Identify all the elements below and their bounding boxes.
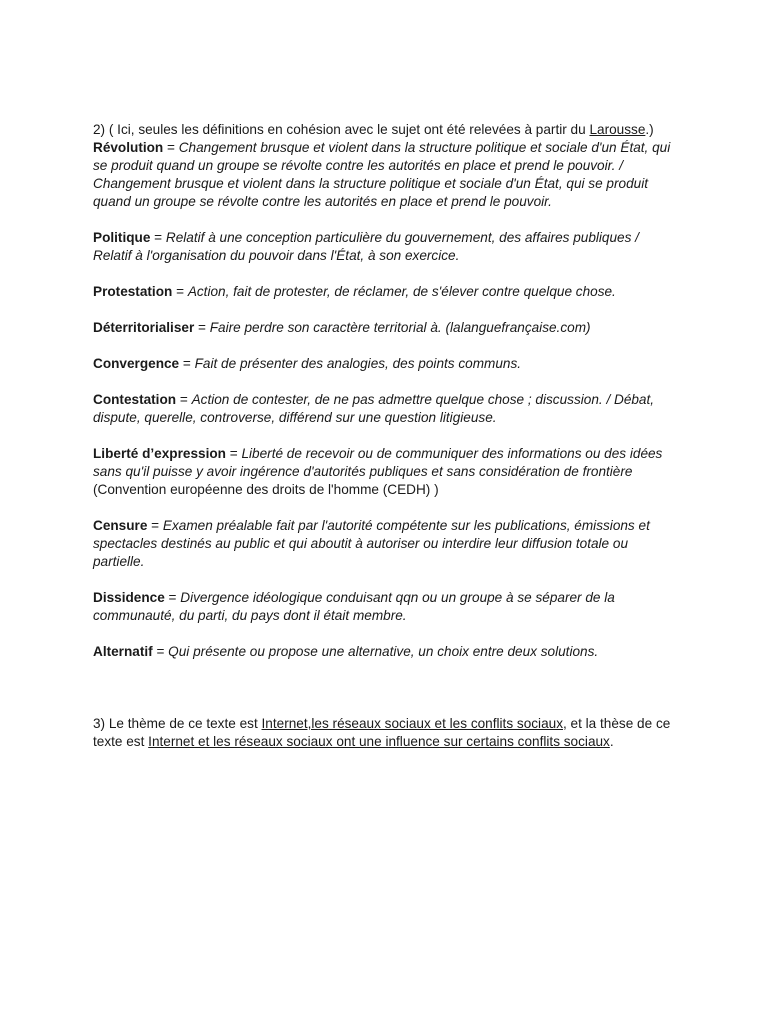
intro-paragraph: [93, 121, 678, 139]
definition-text: Changement brusque et violent dans la structure politique et sociale d'un État, qui se produit quand un groupe se révolte contre les autorités en place et prend le pouvoir. / Changement brusque et violent dans la structure politique et sociale d'un État, qui se produit quand un groupe se révolte contre les autorités en place et prend le pouvoir.: [93, 140, 671, 209]
definition-contestation: [93, 391, 678, 427]
term-label: Alternatif: [93, 644, 153, 659]
term-label: Dissidence: [93, 590, 165, 605]
definition-text: Faire perdre son caractère territorial à. (lalanguefrançaise.com): [209, 320, 591, 335]
equals-sign: =: [147, 518, 163, 533]
term-label: Révolution: [93, 140, 164, 155]
definition-liberte-expression: [93, 445, 678, 499]
definition-alternatif: [93, 643, 678, 661]
term-label: Convergence: [93, 356, 180, 371]
intro-suffix: .): [645, 122, 654, 137]
definition-text: Fait de présenter des analogies, des points communs.: [194, 356, 522, 371]
equals-sign: =: [152, 644, 169, 659]
equals-sign: =: [150, 230, 166, 245]
definition-text: Qui présente ou propose une alternative, un choix entre deux solutions.: [168, 644, 599, 659]
document-page: [93, 121, 678, 751]
source-note: (Convention européenne des droits de l'homme (CEDH) ): [93, 482, 439, 497]
definition-deterritorialiser: [93, 319, 678, 337]
theme-prefix: 3) Le thème de ce texte est: [93, 716, 262, 731]
definition-dissidence: [93, 589, 678, 625]
term-label: Censure: [93, 518, 148, 533]
equals-sign: =: [194, 320, 210, 335]
intro-prefix: 2) ( Ici, seules les définitions en cohésion avec le sujet ont été relevées à partir du: [93, 122, 590, 137]
definition-text: Action de contester, de ne pas admettre quelque chose ; discussion. / Débat, dispute, querelle, controverse, différend sur une question litigieuse.: [93, 392, 655, 425]
equals-sign: =: [179, 356, 195, 371]
equals-sign: =: [164, 590, 181, 605]
equals-sign: =: [163, 140, 179, 155]
term-label: Politique: [93, 230, 151, 245]
source-link[interactable]: Larousse: [589, 122, 646, 137]
definition-text: Examen préalable fait par l'autorité compétente sur les publications, émissions et spectacles destinés au public et qui aboutit à autoriser ou interdire leur diffusion totale ou partielle.: [93, 518, 650, 569]
theme-middle: , et la thèse de ce texte est: [93, 716, 671, 749]
term-label: Déterritorialiser: [93, 320, 195, 335]
definition-protestation: [93, 283, 678, 301]
definition-revolution: [93, 139, 678, 211]
term-label: Liberté d’expression: [93, 446, 226, 461]
definition-politique: [93, 229, 678, 265]
definition-text: Action, fait de protester, de réclamer, de s'élever contre quelque chose.: [187, 284, 616, 299]
definition-text: Divergence idéologique conduisant qqn ou un groupe à se séparer de la communauté, du parti, du pays dont il était membre.: [93, 590, 615, 623]
equals-sign: =: [172, 284, 188, 299]
equals-sign: =: [225, 446, 242, 461]
definition-convergence: [93, 355, 678, 373]
theme-suffix: .: [609, 734, 614, 749]
theme-paragraph: [93, 715, 678, 751]
theme-text: Internet,les réseaux sociaux et les conflits sociaux: [261, 716, 563, 731]
definition-censure: [93, 517, 678, 571]
term-label: Contestation: [93, 392, 177, 407]
definition-text: Relatif à une conception particulière du gouvernement, des affaires publiques / Relatif à l'organisation du pouvoir dans l'État, à son exercice.: [93, 230, 639, 263]
term-label: Protestation: [93, 284, 173, 299]
thesis-text: Internet et les réseaux sociaux ont une influence sur certains conflits sociaux: [148, 734, 610, 749]
equals-sign: =: [176, 392, 192, 407]
definition-text: Liberté de recevoir ou de communiquer des informations ou des idées sans qu'il puisse y avoir ingérence d'autorités publiques et sans considération de frontière: [93, 446, 663, 479]
